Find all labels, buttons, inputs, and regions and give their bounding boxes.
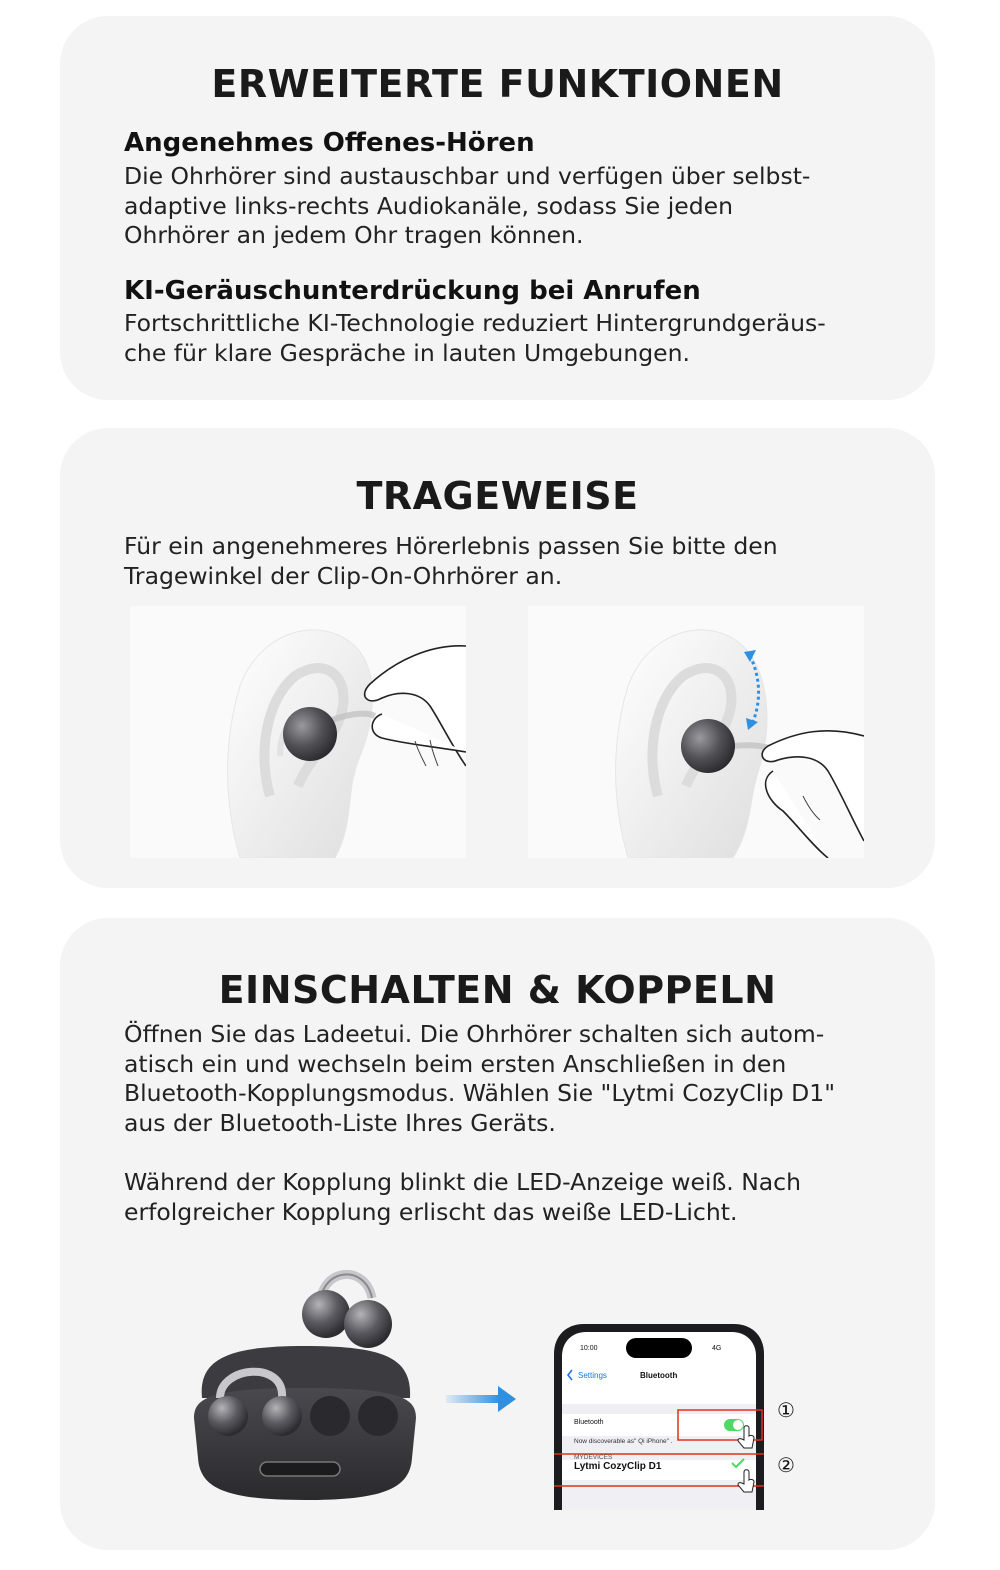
text-line: aus der Bluetooth-Liste Ihres Geräts. [124, 1108, 556, 1137]
pairing-paragraph-1 [124, 1020, 884, 1138]
bluetooth-row-label[interactable]: Bluetooth [574, 1419, 604, 1426]
step-1-marker: ① [777, 1398, 795, 1422]
text-line: Öffnen Sie das Ladeetui. Die Ohrhörer schalten sich autom- [124, 1020, 825, 1048]
my-devices-section-label: MYDEVICES [574, 1454, 613, 1461]
device-list-item[interactable]: Lytmi CozyClip D1 [574, 1461, 662, 1472]
features-card [60, 16, 935, 400]
step-2-marker: ② [777, 1453, 795, 1477]
bluetooth-screen-title: Bluetooth [640, 1371, 678, 1380]
features-title: ERWEITERTE FUNKTIONEN [211, 62, 784, 106]
text-line: Die Ohrhörer sind austauschbar und verfügen über selbst- [124, 162, 811, 190]
feature-open-hearing-heading: Angenehmes Offenes-Hören [124, 128, 535, 158]
pairing-title: EINSCHALTEN & KOPPELN [218, 968, 777, 1012]
text-line: Für ein angenehmeres Hörerlebnis passen Sie bitte den [124, 532, 778, 560]
text-line: che für klare Gespräche in lauten Umgebungen. [124, 338, 690, 367]
wearing-card [60, 428, 935, 888]
settings-back-link[interactable]: Settings [578, 1371, 607, 1380]
dynamic-island [626, 1338, 692, 1358]
pairing-card [60, 918, 935, 1550]
ear-adjust-angle-illustration [528, 606, 864, 858]
arrow-right-icon [446, 1384, 518, 1414]
feature-open-hearing-text [124, 162, 884, 251]
text-line: Bluetooth-Kopplungsmodus. Wählen Sie "Lytmi CozyClip D1" [124, 1079, 836, 1107]
ear-with-earbud-illustration [130, 606, 466, 858]
text-line: erfolgreicher Kopplung erlischt das weiße LED-Licht. [124, 1197, 738, 1226]
phone-time: 10:00 [580, 1345, 598, 1352]
wearing-image-clip-on [130, 606, 466, 858]
wearing-title: TRAGEWEISE [356, 474, 639, 518]
phone-signal: 4G [712, 1345, 722, 1352]
case-led-indicator [260, 1462, 340, 1476]
pairing-paragraph-2 [124, 1168, 884, 1227]
text-line: Fortschrittliche KI-Technologie reduziert Hintergrundgeräus- [124, 309, 826, 337]
text-line: Ohrhörer an jedem Ohr tragen können. [124, 221, 584, 249]
feature-ai-noise-text [124, 309, 884, 368]
earbud-icon [302, 1290, 350, 1338]
charging-case-illustration [190, 1248, 420, 1510]
discoverable-text: Now discoverable as" Qi iPhone" . [574, 1438, 673, 1445]
earbud-icon [344, 1300, 392, 1348]
wearing-text [124, 532, 884, 591]
text-line: Tragewinkel der Clip-On-Ohrhörer an. [124, 561, 563, 590]
feature-ai-noise-heading: KI-Geräuschunterdrückung bei Anrufen [124, 276, 701, 306]
text-line: atisch ein und wechseln beim ersten Anschließen in den [124, 1049, 787, 1078]
text-line: adaptive links-rechts Audiokanäle, sodass Sie jeden [124, 191, 733, 220]
text-line: Während der Kopplung blinkt die LED-Anzeige weiß. Nach [124, 1168, 801, 1196]
wearing-image-adjust-angle [528, 606, 864, 858]
